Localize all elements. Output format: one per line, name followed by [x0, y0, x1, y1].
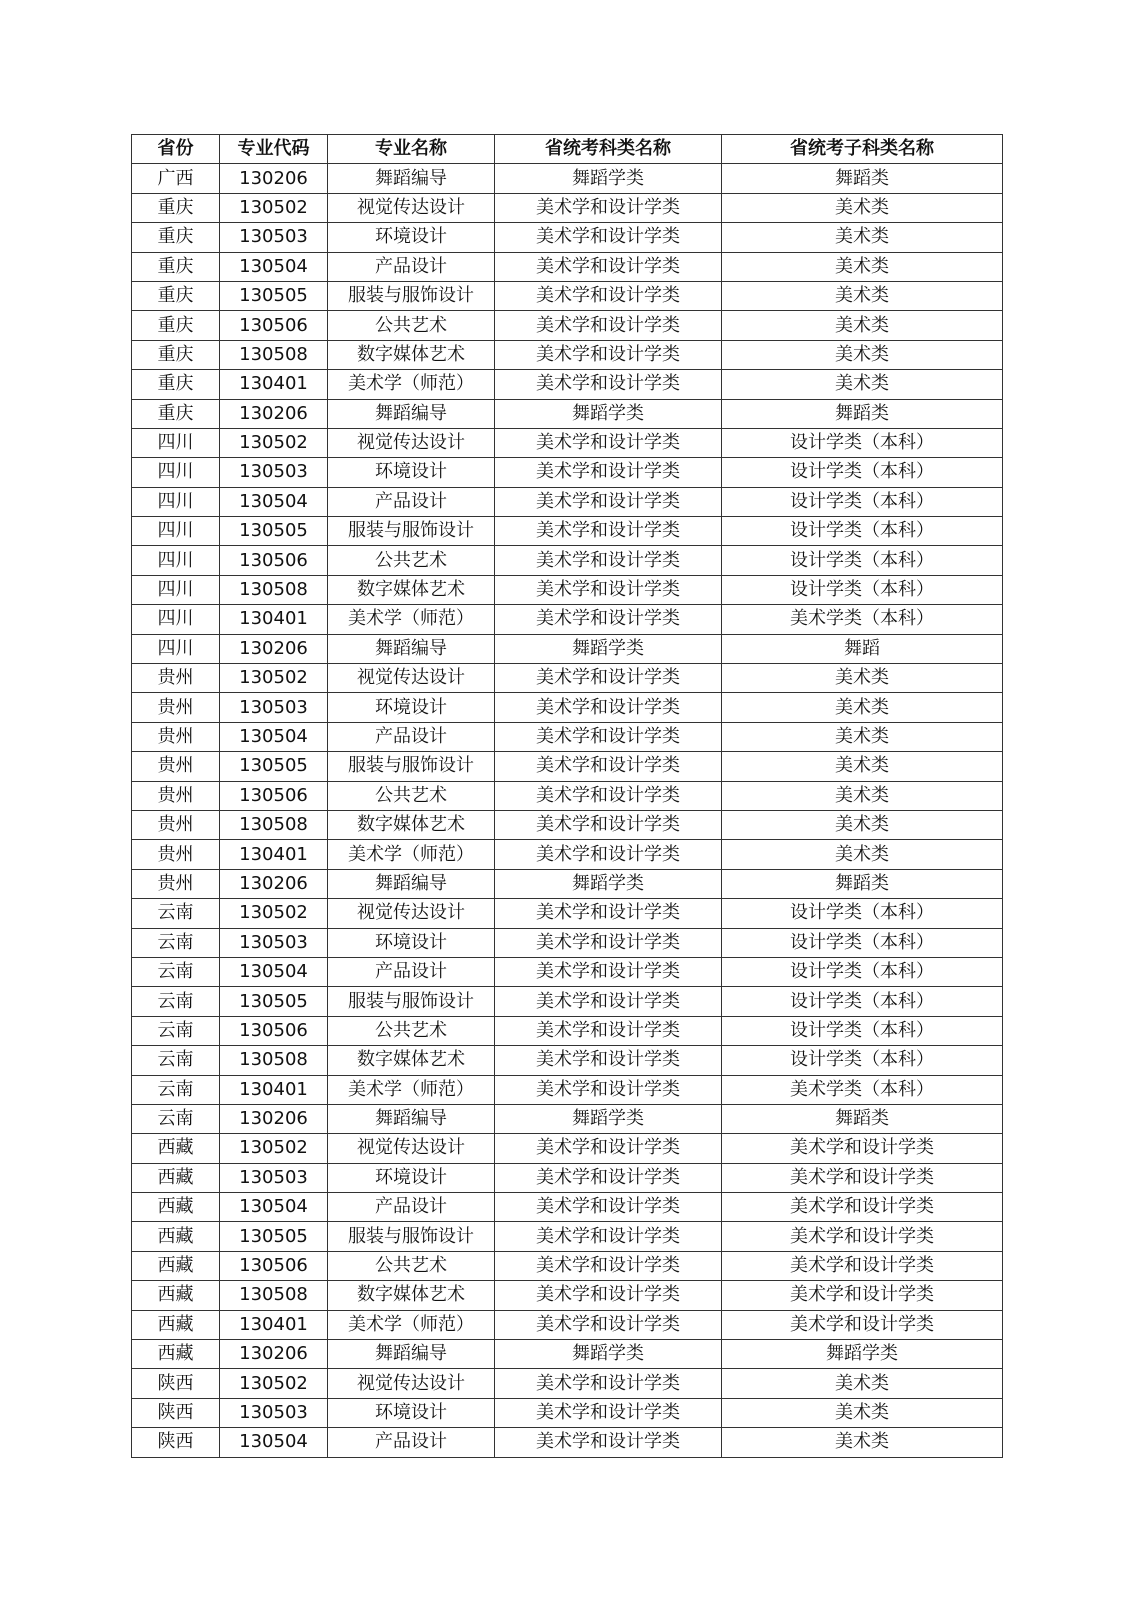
cell-major-code: 130508 — [220, 810, 328, 839]
cell-major-name: 数字媒体艺术 — [328, 1046, 495, 1075]
cell-major-code: 130401 — [220, 1310, 328, 1339]
cell-province: 贵州 — [132, 869, 220, 898]
table-row — [132, 899, 1003, 928]
cell-province: 重庆 — [132, 252, 220, 281]
cell-exam-subcategory: 美术类 — [722, 781, 1003, 810]
cell-major-name: 环境设计 — [328, 693, 495, 722]
cell-major-code: 130506 — [220, 1016, 328, 1045]
cell-major-name: 视觉传达设计 — [328, 428, 495, 457]
cell-exam-category: 美术学和设计学类 — [495, 987, 722, 1016]
cell-province: 云南 — [132, 1104, 220, 1133]
table-row — [132, 458, 1003, 487]
cell-exam-subcategory: 舞蹈类 — [722, 869, 1003, 898]
cell-major-name: 美术学（师范） — [328, 370, 495, 399]
cell-major-name: 公共艺术 — [328, 546, 495, 575]
cell-province: 四川 — [132, 428, 220, 457]
cell-exam-subcategory: 美术学类（本科） — [722, 1075, 1003, 1104]
table-row — [132, 1104, 1003, 1133]
cell-exam-subcategory: 舞蹈类 — [722, 399, 1003, 428]
table-row — [132, 1340, 1003, 1369]
cell-major-name: 环境设计 — [328, 928, 495, 957]
cell-exam-subcategory: 美术学和设计学类 — [722, 1193, 1003, 1222]
table-row — [132, 722, 1003, 751]
cell-exam-subcategory: 设计学类（本科） — [722, 928, 1003, 957]
cell-province: 贵州 — [132, 693, 220, 722]
cell-major-name: 视觉传达设计 — [328, 1134, 495, 1163]
cell-exam-category: 美术学和设计学类 — [495, 487, 722, 516]
table-row — [132, 370, 1003, 399]
cell-major-code: 130508 — [220, 1281, 328, 1310]
cell-major-name: 服装与服饰设计 — [328, 281, 495, 310]
table-row — [132, 399, 1003, 428]
cell-major-name: 产品设计 — [328, 252, 495, 281]
cell-exam-subcategory: 美术类 — [722, 810, 1003, 839]
table-header — [132, 135, 1003, 164]
cell-exam-subcategory: 美术类 — [722, 752, 1003, 781]
cell-province: 重庆 — [132, 193, 220, 222]
cell-major-code: 130506 — [220, 546, 328, 575]
cell-exam-category: 美术学和设计学类 — [495, 957, 722, 986]
cell-exam-subcategory: 舞蹈类 — [722, 1104, 1003, 1133]
cell-major-name: 环境设计 — [328, 223, 495, 252]
cell-exam-category: 美术学和设计学类 — [495, 1428, 722, 1457]
table-row — [132, 223, 1003, 252]
cell-major-name: 公共艺术 — [328, 781, 495, 810]
table-row — [132, 664, 1003, 693]
cell-exam-subcategory: 美术类 — [722, 252, 1003, 281]
cell-province: 四川 — [132, 458, 220, 487]
cell-exam-subcategory: 美术类 — [722, 693, 1003, 722]
cell-exam-subcategory: 设计学类（本科） — [722, 1046, 1003, 1075]
cell-province: 四川 — [132, 605, 220, 634]
cell-province: 陕西 — [132, 1428, 220, 1457]
cell-major-code: 130504 — [220, 252, 328, 281]
cell-exam-category: 美术学和设计学类 — [495, 575, 722, 604]
cell-exam-category: 舞蹈学类 — [495, 634, 722, 663]
cell-exam-category: 美术学和设计学类 — [495, 370, 722, 399]
cell-exam-subcategory: 美术类 — [722, 340, 1003, 369]
cell-exam-category: 美术学和设计学类 — [495, 1281, 722, 1310]
cell-exam-subcategory: 美术学和设计学类 — [722, 1281, 1003, 1310]
cell-major-code: 130502 — [220, 1134, 328, 1163]
cell-major-code: 130502 — [220, 193, 328, 222]
table-row — [132, 957, 1003, 986]
cell-exam-subcategory: 设计学类（本科） — [722, 517, 1003, 546]
cell-major-code: 130503 — [220, 223, 328, 252]
cell-major-code: 130503 — [220, 458, 328, 487]
table-row — [132, 252, 1003, 281]
cell-province: 西藏 — [132, 1222, 220, 1251]
cell-exam-category: 美术学和设计学类 — [495, 899, 722, 928]
cell-exam-category: 美术学和设计学类 — [495, 311, 722, 340]
cell-major-code: 130505 — [220, 517, 328, 546]
cell-major-code: 130206 — [220, 1104, 328, 1133]
cell-exam-subcategory: 设计学类（本科） — [722, 487, 1003, 516]
cell-major-code: 130401 — [220, 840, 328, 869]
cell-major-name: 数字媒体艺术 — [328, 575, 495, 604]
table-row — [132, 781, 1003, 810]
cell-exam-category: 美术学和设计学类 — [495, 428, 722, 457]
cell-exam-category: 美术学和设计学类 — [495, 722, 722, 751]
cell-major-code: 130504 — [220, 1193, 328, 1222]
cell-major-code: 130503 — [220, 1398, 328, 1427]
cell-exam-subcategory: 美术类 — [722, 722, 1003, 751]
header-major-name: 专业名称 — [328, 135, 495, 164]
cell-major-code: 130506 — [220, 311, 328, 340]
cell-exam-category: 美术学和设计学类 — [495, 840, 722, 869]
cell-exam-category: 美术学和设计学类 — [495, 693, 722, 722]
cell-major-code: 130506 — [220, 781, 328, 810]
cell-province: 重庆 — [132, 340, 220, 369]
cell-major-name: 视觉传达设计 — [328, 899, 495, 928]
cell-major-code: 130206 — [220, 1340, 328, 1369]
cell-exam-category: 美术学和设计学类 — [495, 1134, 722, 1163]
table-row — [132, 428, 1003, 457]
cell-province: 四川 — [132, 487, 220, 516]
cell-province: 云南 — [132, 928, 220, 957]
cell-exam-category: 美术学和设计学类 — [495, 1222, 722, 1251]
cell-major-code: 130503 — [220, 928, 328, 957]
cell-major-name: 服装与服饰设计 — [328, 517, 495, 546]
table-row — [132, 546, 1003, 575]
table-row — [132, 1369, 1003, 1398]
cell-major-code: 130505 — [220, 752, 328, 781]
cell-major-name: 环境设计 — [328, 1398, 495, 1427]
cell-exam-subcategory: 美术学和设计学类 — [722, 1222, 1003, 1251]
cell-exam-subcategory: 美术学和设计学类 — [722, 1134, 1003, 1163]
cell-exam-subcategory: 美术学和设计学类 — [722, 1163, 1003, 1192]
cell-major-name: 舞蹈编导 — [328, 1104, 495, 1133]
cell-province: 西藏 — [132, 1310, 220, 1339]
cell-province: 贵州 — [132, 781, 220, 810]
cell-major-name: 产品设计 — [328, 1428, 495, 1457]
cell-major-name: 视觉传达设计 — [328, 1369, 495, 1398]
table-row — [132, 1016, 1003, 1045]
cell-exam-category: 美术学和设计学类 — [495, 193, 722, 222]
table-row — [132, 1428, 1003, 1457]
cell-major-code: 130504 — [220, 487, 328, 516]
cell-exam-subcategory: 美术学和设计学类 — [722, 1310, 1003, 1339]
table-row — [132, 487, 1003, 516]
cell-exam-category: 舞蹈学类 — [495, 1340, 722, 1369]
cell-exam-subcategory: 美术学类（本科） — [722, 605, 1003, 634]
cell-major-name: 产品设计 — [328, 1193, 495, 1222]
cell-exam-category: 美术学和设计学类 — [495, 1163, 722, 1192]
cell-major-name: 视觉传达设计 — [328, 664, 495, 693]
table-row — [132, 634, 1003, 663]
cell-major-code: 130505 — [220, 281, 328, 310]
cell-exam-subcategory: 设计学类（本科） — [722, 957, 1003, 986]
cell-exam-subcategory: 美术类 — [722, 664, 1003, 693]
cell-major-name: 公共艺术 — [328, 311, 495, 340]
cell-exam-category: 美术学和设计学类 — [495, 281, 722, 310]
cell-exam-category: 美术学和设计学类 — [495, 1046, 722, 1075]
cell-major-name: 产品设计 — [328, 722, 495, 751]
cell-exam-subcategory: 舞蹈类 — [722, 164, 1003, 193]
cell-exam-category: 美术学和设计学类 — [495, 1369, 722, 1398]
cell-major-code: 130508 — [220, 575, 328, 604]
cell-exam-category: 美术学和设计学类 — [495, 517, 722, 546]
cell-major-name: 舞蹈编导 — [328, 164, 495, 193]
cell-province: 陕西 — [132, 1369, 220, 1398]
table-row — [132, 311, 1003, 340]
header-exam-subcategory: 省统考子科类名称 — [722, 135, 1003, 164]
cell-major-code: 130401 — [220, 605, 328, 634]
cell-major-name: 公共艺术 — [328, 1016, 495, 1045]
cell-province: 重庆 — [132, 399, 220, 428]
cell-exam-subcategory: 美术类 — [722, 281, 1003, 310]
cell-major-name: 服装与服饰设计 — [328, 987, 495, 1016]
cell-province: 贵州 — [132, 752, 220, 781]
cell-major-code: 130502 — [220, 1369, 328, 1398]
cell-major-name: 环境设计 — [328, 1163, 495, 1192]
table-row — [132, 517, 1003, 546]
cell-exam-subcategory: 美术类 — [722, 370, 1003, 399]
cell-exam-subcategory: 美术类 — [722, 223, 1003, 252]
table-row — [132, 1398, 1003, 1427]
cell-province: 西藏 — [132, 1193, 220, 1222]
cell-exam-category: 美术学和设计学类 — [495, 1310, 722, 1339]
table-row — [132, 1046, 1003, 1075]
cell-province: 贵州 — [132, 840, 220, 869]
cell-exam-subcategory: 设计学类（本科） — [722, 546, 1003, 575]
cell-major-name: 产品设计 — [328, 487, 495, 516]
cell-province: 四川 — [132, 575, 220, 604]
cell-province: 重庆 — [132, 281, 220, 310]
cell-major-code: 130504 — [220, 722, 328, 751]
table-row — [132, 693, 1003, 722]
cell-major-name: 公共艺术 — [328, 1251, 495, 1280]
cell-province: 重庆 — [132, 311, 220, 340]
cell-province: 西藏 — [132, 1163, 220, 1192]
cell-major-code: 130508 — [220, 1046, 328, 1075]
cell-major-code: 130401 — [220, 370, 328, 399]
cell-province: 云南 — [132, 1075, 220, 1104]
cell-province: 四川 — [132, 634, 220, 663]
cell-province: 云南 — [132, 957, 220, 986]
cell-major-code: 130206 — [220, 164, 328, 193]
header-province: 省份 — [132, 135, 220, 164]
table-row — [132, 193, 1003, 222]
majors-table — [131, 134, 1003, 1458]
cell-major-name: 数字媒体艺术 — [328, 340, 495, 369]
table-row — [132, 340, 1003, 369]
cell-major-code: 130506 — [220, 1251, 328, 1280]
table-row — [132, 1075, 1003, 1104]
cell-exam-subcategory: 设计学类（本科） — [722, 987, 1003, 1016]
cell-exam-subcategory: 舞蹈学类 — [722, 1340, 1003, 1369]
table-row — [132, 752, 1003, 781]
cell-exam-subcategory: 舞蹈 — [722, 634, 1003, 663]
cell-exam-subcategory: 美术学和设计学类 — [722, 1251, 1003, 1280]
cell-province: 陕西 — [132, 1398, 220, 1427]
cell-exam-subcategory: 美术类 — [722, 1428, 1003, 1457]
table-row — [132, 810, 1003, 839]
cell-major-code: 130504 — [220, 1428, 328, 1457]
cell-exam-subcategory: 美术类 — [722, 311, 1003, 340]
cell-province: 重庆 — [132, 370, 220, 399]
cell-exam-subcategory: 设计学类（本科） — [722, 428, 1003, 457]
cell-major-code: 130505 — [220, 1222, 328, 1251]
cell-exam-category: 舞蹈学类 — [495, 399, 722, 428]
cell-major-code: 130508 — [220, 340, 328, 369]
cell-exam-category: 美术学和设计学类 — [495, 1075, 722, 1104]
table-row — [132, 1163, 1003, 1192]
cell-exam-category: 美术学和设计学类 — [495, 1193, 722, 1222]
cell-exam-subcategory: 设计学类（本科） — [722, 458, 1003, 487]
cell-province: 贵州 — [132, 810, 220, 839]
cell-major-name: 产品设计 — [328, 957, 495, 986]
cell-exam-category: 美术学和设计学类 — [495, 810, 722, 839]
cell-major-name: 美术学（师范） — [328, 1075, 495, 1104]
cell-province: 广西 — [132, 164, 220, 193]
cell-exam-category: 美术学和设计学类 — [495, 1398, 722, 1427]
cell-major-name: 视觉传达设计 — [328, 193, 495, 222]
cell-major-code: 130504 — [220, 957, 328, 986]
cell-exam-subcategory: 设计学类（本科） — [722, 1016, 1003, 1045]
header-major-code: 专业代码 — [220, 135, 328, 164]
table-row — [132, 840, 1003, 869]
cell-exam-category: 美术学和设计学类 — [495, 752, 722, 781]
table-row — [132, 164, 1003, 193]
table-row — [132, 928, 1003, 957]
cell-exam-category: 美术学和设计学类 — [495, 458, 722, 487]
cell-exam-category: 舞蹈学类 — [495, 1104, 722, 1133]
cell-province: 贵州 — [132, 722, 220, 751]
table-row — [132, 281, 1003, 310]
cell-major-name: 舞蹈编导 — [328, 634, 495, 663]
cell-province: 云南 — [132, 1046, 220, 1075]
cell-exam-category: 美术学和设计学类 — [495, 1016, 722, 1045]
header-row — [132, 135, 1003, 164]
table-row — [132, 987, 1003, 1016]
cell-exam-subcategory: 美术类 — [722, 840, 1003, 869]
cell-exam-subcategory: 美术类 — [722, 1369, 1003, 1398]
cell-major-code: 130401 — [220, 1075, 328, 1104]
table-row — [132, 1310, 1003, 1339]
cell-exam-category: 舞蹈学类 — [495, 164, 722, 193]
cell-major-code: 130502 — [220, 428, 328, 457]
cell-province: 西藏 — [132, 1281, 220, 1310]
cell-major-name: 数字媒体艺术 — [328, 810, 495, 839]
table-row — [132, 869, 1003, 898]
table-row — [132, 1222, 1003, 1251]
cell-major-name: 服装与服饰设计 — [328, 1222, 495, 1251]
cell-province: 四川 — [132, 517, 220, 546]
header-exam-category: 省统考科类名称 — [495, 135, 722, 164]
cell-major-name: 美术学（师范） — [328, 1310, 495, 1339]
cell-province: 重庆 — [132, 223, 220, 252]
cell-exam-category: 美术学和设计学类 — [495, 928, 722, 957]
cell-exam-subcategory: 美术类 — [722, 193, 1003, 222]
cell-province: 西藏 — [132, 1134, 220, 1163]
cell-province: 西藏 — [132, 1251, 220, 1280]
cell-major-name: 美术学（师范） — [328, 605, 495, 634]
cell-exam-category: 美术学和设计学类 — [495, 546, 722, 575]
cell-major-code: 130206 — [220, 634, 328, 663]
cell-major-code: 130503 — [220, 1163, 328, 1192]
table-row — [132, 605, 1003, 634]
cell-major-code: 130206 — [220, 399, 328, 428]
cell-major-code: 130503 — [220, 693, 328, 722]
cell-major-name: 环境设计 — [328, 458, 495, 487]
cell-exam-category: 美术学和设计学类 — [495, 605, 722, 634]
cell-major-code: 130502 — [220, 664, 328, 693]
cell-major-name: 数字媒体艺术 — [328, 1281, 495, 1310]
cell-major-name: 服装与服饰设计 — [328, 752, 495, 781]
table-row — [132, 1251, 1003, 1280]
cell-exam-category: 美术学和设计学类 — [495, 1251, 722, 1280]
cell-major-code: 130206 — [220, 869, 328, 898]
cell-province: 云南 — [132, 899, 220, 928]
cell-major-name: 美术学（师范） — [328, 840, 495, 869]
cell-major-name: 舞蹈编导 — [328, 869, 495, 898]
table-row — [132, 1193, 1003, 1222]
cell-exam-subcategory: 设计学类（本科） — [722, 899, 1003, 928]
table-row — [132, 1134, 1003, 1163]
cell-exam-category: 美术学和设计学类 — [495, 664, 722, 693]
cell-major-code: 130505 — [220, 987, 328, 1016]
cell-exam-subcategory: 美术类 — [722, 1398, 1003, 1427]
cell-province: 贵州 — [132, 664, 220, 693]
table-row — [132, 575, 1003, 604]
cell-province: 云南 — [132, 987, 220, 1016]
table-row — [132, 1281, 1003, 1310]
cell-province: 西藏 — [132, 1340, 220, 1369]
cell-exam-category: 美术学和设计学类 — [495, 781, 722, 810]
table-body — [132, 164, 1003, 1457]
cell-province: 四川 — [132, 546, 220, 575]
cell-major-code: 130502 — [220, 899, 328, 928]
cell-exam-category: 美术学和设计学类 — [495, 340, 722, 369]
cell-major-name: 舞蹈编导 — [328, 399, 495, 428]
cell-province: 云南 — [132, 1016, 220, 1045]
cell-exam-subcategory: 设计学类（本科） — [722, 575, 1003, 604]
cell-exam-category: 美术学和设计学类 — [495, 223, 722, 252]
cell-exam-category: 舞蹈学类 — [495, 869, 722, 898]
cell-major-name: 舞蹈编导 — [328, 1340, 495, 1369]
cell-exam-category: 美术学和设计学类 — [495, 252, 722, 281]
